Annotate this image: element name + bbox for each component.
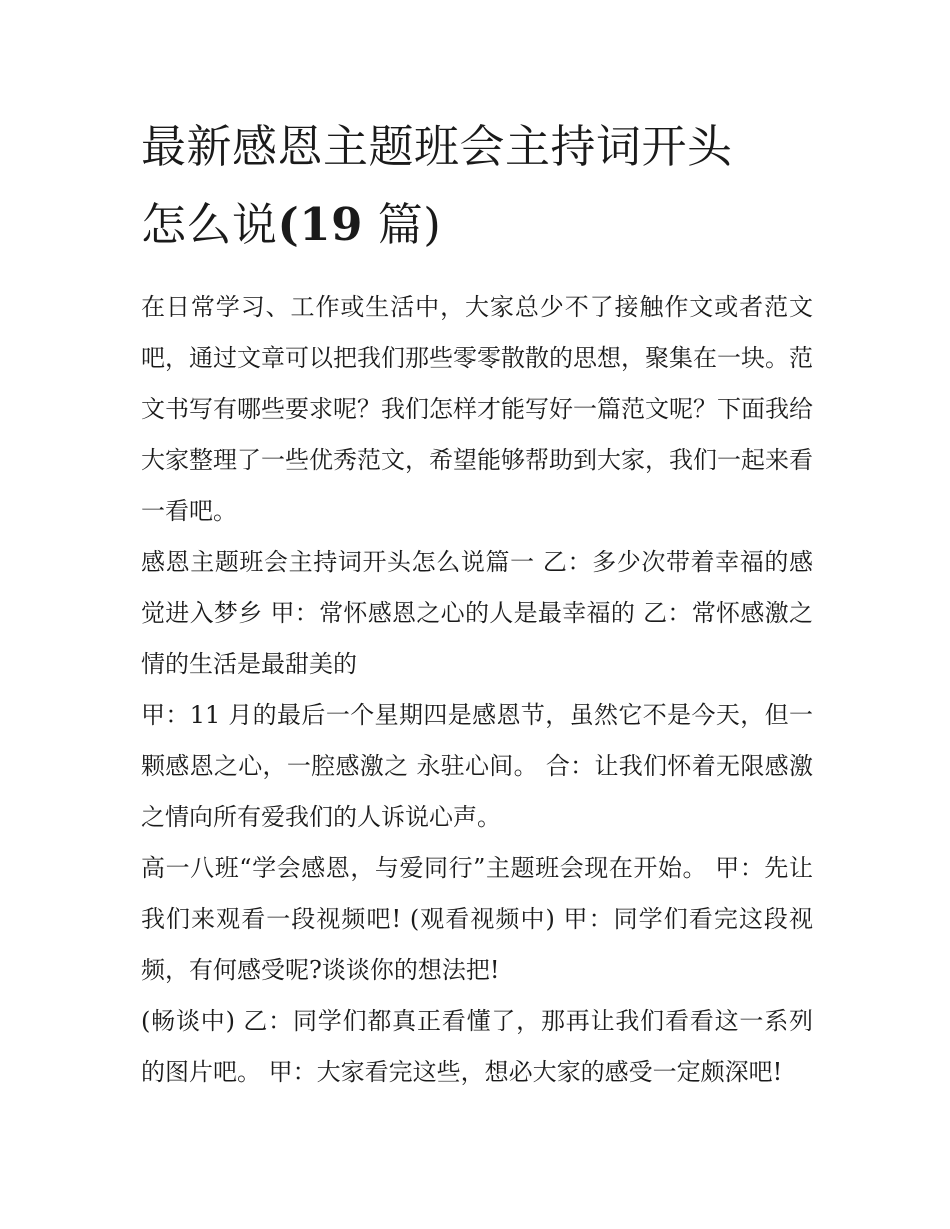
paragraph-intro: 在日常学习、工作或生活中，大家总少不了接触作文或者范文吧，通过文章可以把我们那些零零散散的思想，聚集在一块。范文书写有哪些要求呢？我们怎样才能写好一篇范文呢？下面我给大家整理了一些优秀范文，希望能够帮助到大家，我们一起来看一看吧。	[141, 293, 813, 525]
paragraph: 甲：11 月的最后一个星期四是感恩节，虽然它不是今天，但一颗感恩之心，一腔感激之 永驻心间。 合：让我们怀着无限感激之情向所有爱我们的人诉说心声。	[141, 701, 813, 831]
paragraph: (畅谈中) 乙：同学们都真正看懂了，那再让我们看看这一系列的图片吧。 甲：大家看完这些，想必大家的感受一定颇深吧!	[141, 1007, 813, 1086]
paragraph: 高一八班“学会感恩，与爱同行”主题班会现在开始。 甲：先让我们来观看一段视频吧! (观看视频中) 甲：同学们看完这段视频，有何感受呢?谈谈你的想法把!	[141, 854, 813, 984]
title-line-1: 最新感恩主题班会主持词开头	[141, 120, 733, 173]
document-title	[141, 108, 813, 264]
paragraph: 感恩主题班会主持词开头怎么说篇一 乙：多少次带着幸福的感觉进入梦乡 甲：常怀感恩之心的人是最幸福的 乙：常怀感激之情的生活是最甜美的	[141, 548, 813, 678]
title-line-2-prefix: 怎么说	[141, 198, 278, 251]
title-line-2-count: (19	[277, 198, 363, 251]
document-page	[141, 108, 813, 1098]
title-line-2-suffix: 篇)	[362, 198, 442, 251]
